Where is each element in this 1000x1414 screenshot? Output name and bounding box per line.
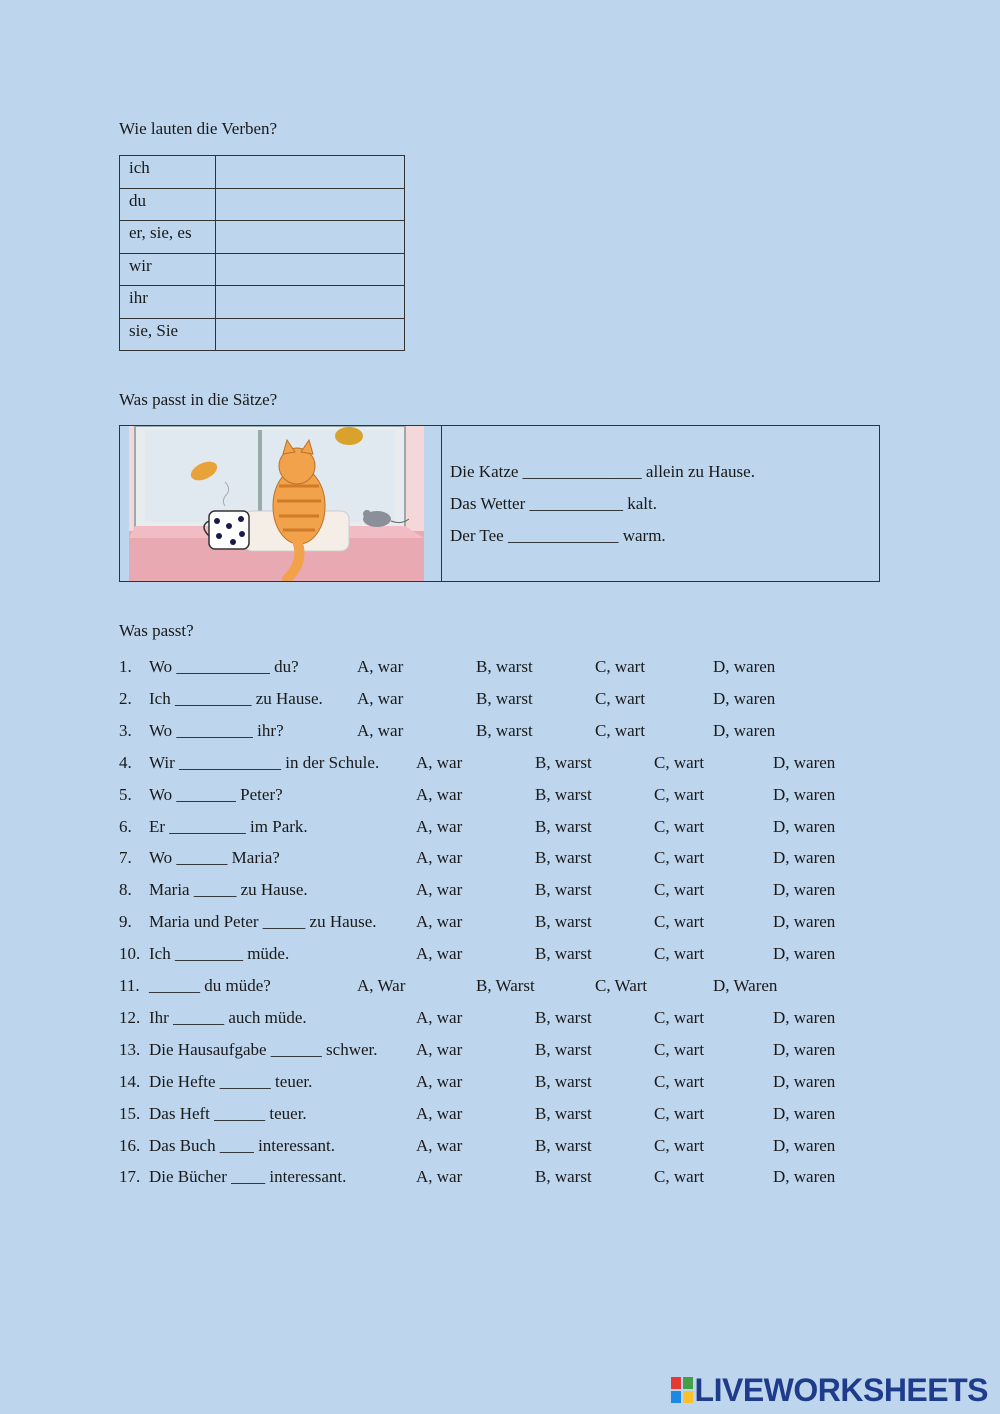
option-b[interactable]: B, warst [535, 752, 592, 772]
option-c[interactable]: C, wart [654, 1071, 705, 1091]
quiz-item-stem: Ich ________ müde. [149, 944, 290, 964]
option-c[interactable]: C, wart [654, 880, 705, 900]
quiz-item [119, 880, 879, 904]
sentence-3: Der Tee _____________ warm. [450, 526, 666, 545]
quiz-item [119, 689, 879, 713]
option-b[interactable]: B, warst [535, 1007, 592, 1027]
quiz-item [119, 944, 879, 968]
verb-answer-cell [216, 286, 405, 319]
pronoun-cell: du [120, 188, 216, 221]
quiz-item-stem: Maria _____ zu Hause. [149, 880, 308, 900]
option-d[interactable]: D, Waren [713, 976, 778, 995]
option-a[interactable]: A, war [416, 912, 463, 932]
option-c[interactable]: C, wart [654, 848, 705, 868]
quiz-item-number: 6. [119, 816, 132, 836]
pronoun-row [120, 221, 405, 254]
quiz-item-stem: Die Hefte ______ teuer. [149, 1071, 313, 1091]
option-a[interactable]: A, War [357, 976, 406, 995]
option-d[interactable]: D, waren [713, 657, 776, 676]
verb-answer-cell [216, 221, 405, 254]
option-d[interactable]: D, waren [773, 752, 836, 772]
option-d[interactable]: D, waren [773, 1007, 836, 1027]
option-b[interactable]: B, warst [535, 1167, 592, 1187]
quiz-item-stem: Wir ____________ in der Schule. [149, 752, 380, 772]
verb-answer-input[interactable] [216, 254, 404, 285]
quiz-item-stem: Die Bücher ____ interessant. [149, 1167, 347, 1187]
option-b[interactable]: B, warst [535, 912, 592, 932]
pronoun-cell: ich [120, 156, 216, 189]
quiz-item-stem: Das Buch ____ interessant. [149, 1135, 336, 1155]
section2-heading: Was passt in die Sätze? [119, 390, 278, 409]
option-a[interactable]: A, war [357, 657, 404, 676]
pronoun-row [120, 253, 405, 286]
option-c[interactable]: C, wart [595, 688, 646, 708]
quiz-item [119, 1104, 879, 1128]
quiz-item-stem: Wo _______ Peter? [149, 784, 283, 804]
verb-answer-cell [216, 318, 405, 351]
quiz-item-number: 5. [119, 784, 132, 804]
pronoun-cell: wir [120, 253, 216, 286]
option-b[interactable]: B, warst [535, 944, 592, 964]
option-b[interactable]: B, warst [535, 1135, 592, 1155]
option-b[interactable]: B, warst [535, 1071, 592, 1091]
option-c[interactable]: C, wart [654, 912, 705, 932]
option-a[interactable]: A, war [416, 1103, 463, 1123]
option-a[interactable]: A, war [416, 1135, 463, 1155]
quiz-item [119, 1040, 879, 1064]
option-c[interactable]: C, wart [595, 657, 646, 676]
option-b[interactable]: B, warst [535, 1039, 592, 1059]
option-d[interactable]: D, waren [773, 1135, 836, 1155]
quiz-item [119, 657, 879, 681]
quiz-item-stem: ______ du müde? [149, 976, 271, 995]
quiz-item-number: 17. [119, 1167, 141, 1187]
quiz-item-number: 2. [119, 688, 132, 708]
quiz-item [119, 848, 879, 872]
cat-window-illustration [120, 426, 442, 581]
quiz-item-number: 12. [119, 1007, 141, 1027]
quiz-item-stem: Wo _________ ihr? [149, 720, 284, 740]
option-a[interactable]: A, war [416, 1007, 463, 1027]
option-b[interactable]: B, warst [476, 657, 533, 676]
pronoun-row [120, 318, 405, 351]
option-b[interactable]: B, warst [535, 848, 592, 868]
option-a[interactable]: A, war [416, 1039, 463, 1059]
quiz-item-number: 9. [119, 912, 132, 932]
option-a[interactable]: A, war [416, 816, 463, 836]
option-c[interactable]: C, wart [654, 1007, 705, 1027]
verb-answer-input[interactable] [216, 156, 404, 187]
option-b[interactable]: B, warst [535, 784, 592, 804]
option-d[interactable]: D, waren [773, 1103, 836, 1123]
quiz-item-number: 11. [119, 976, 140, 995]
sentence-1: Die Katze ______________ allein zu Hause. [450, 462, 755, 481]
logo-text: LIVEWORKSHEETS [694, 1371, 988, 1408]
quiz-item [119, 1167, 879, 1191]
pronoun-row [120, 188, 405, 221]
option-c[interactable]: C, wart [654, 944, 705, 964]
quiz-item [119, 1072, 879, 1096]
verb-answer-cell [216, 156, 405, 189]
quiz-item-stem: Wo ______ Maria? [149, 848, 280, 868]
option-a[interactable]: A, war [357, 720, 404, 740]
quiz-item-stem: Er _________ im Park. [149, 816, 308, 836]
liveworksheets-logo [671, 1372, 988, 1408]
quiz-item [119, 1008, 879, 1032]
verb-answer-cell [216, 188, 405, 221]
option-a[interactable]: A, war [416, 784, 463, 804]
option-d[interactable]: D, waren [713, 688, 776, 708]
option-d[interactable]: D, waren [773, 784, 836, 804]
option-c[interactable]: C, wart [654, 784, 705, 804]
pronoun-cell: er, sie, es [120, 221, 216, 254]
quiz-item [119, 1136, 879, 1160]
quiz-item-number: 15. [119, 1103, 141, 1123]
pronoun-row [120, 286, 405, 319]
option-b[interactable]: B, warst [535, 1103, 592, 1123]
quiz-item [119, 817, 879, 841]
pronoun-table [119, 155, 405, 351]
verb-answer-input[interactable] [216, 319, 404, 350]
quiz-item-number: 7. [119, 848, 132, 868]
quiz-item-number: 14. [119, 1071, 141, 1091]
option-d[interactable]: D, waren [773, 880, 836, 900]
verb-answer-input[interactable] [216, 221, 404, 252]
option-b[interactable]: B, warst [476, 720, 533, 740]
quiz-item-number: 4. [119, 752, 132, 772]
option-d[interactable]: D, waren [773, 1039, 836, 1059]
quiz-item-stem: Die Hausaufgabe ______ schwer. [149, 1039, 378, 1059]
verb-answer-input[interactable] [216, 286, 404, 317]
picture-sentence-box [119, 425, 880, 582]
option-c[interactable]: C, Wart [595, 976, 648, 995]
quiz-item-stem: Wo ___________ du? [149, 657, 299, 676]
quiz-item-number: 10. [119, 944, 141, 964]
option-c[interactable]: C, wart [654, 1135, 705, 1155]
fill-in-sentences [450, 456, 755, 552]
quiz-item-number: 13. [119, 1039, 141, 1059]
quiz-item-stem: Ihr ______ auch müde. [149, 1007, 307, 1027]
quiz-item [119, 721, 879, 745]
option-d[interactable]: D, waren [773, 912, 836, 932]
quiz-item-number: 1. [119, 657, 132, 676]
option-c[interactable]: C, wart [654, 1103, 705, 1123]
option-a[interactable]: A, war [416, 752, 463, 772]
option-c[interactable]: C, wart [654, 816, 705, 836]
option-a[interactable]: A, war [416, 1167, 463, 1187]
sentence-2: Das Wetter ___________ kalt. [450, 494, 658, 513]
quiz-item-stem: Ich _________ zu Hause. [149, 688, 323, 708]
option-a[interactable]: A, war [416, 880, 463, 900]
verb-answer-cell [216, 253, 405, 286]
option-d[interactable]: D, waren [773, 848, 836, 868]
pronoun-row [120, 156, 405, 189]
option-a[interactable]: A, war [416, 1071, 463, 1091]
option-b[interactable]: B, warst [535, 880, 592, 900]
option-a[interactable]: A, war [416, 944, 463, 964]
quiz-item-number: 16. [119, 1135, 141, 1155]
pronoun-cell: ihr [120, 286, 216, 319]
quiz-item-stem: Maria und Peter _____ zu Hause. [149, 912, 377, 932]
quiz-item-number: 3. [119, 720, 132, 740]
pronoun-cell: sie, Sie [120, 318, 216, 351]
quiz-item [119, 976, 879, 1000]
section1-heading: Wie lauten die Verben? [119, 119, 278, 138]
option-c[interactable]: C, wart [595, 720, 646, 740]
option-d[interactable]: D, waren [713, 720, 776, 740]
option-c[interactable]: C, wart [654, 752, 705, 772]
option-d[interactable]: D, waren [773, 1071, 836, 1091]
option-d[interactable]: D, waren [773, 1167, 836, 1187]
option-a[interactable]: A, war [416, 848, 463, 868]
verb-answer-input[interactable] [216, 189, 404, 220]
quiz-item [119, 785, 879, 809]
option-d[interactable]: D, waren [773, 944, 836, 964]
option-d[interactable]: D, waren [773, 816, 836, 836]
option-c[interactable]: C, wart [654, 1167, 705, 1187]
option-c[interactable]: C, wart [654, 1039, 705, 1059]
quiz-item-number: 8. [119, 880, 132, 900]
option-a[interactable]: A, war [357, 688, 404, 708]
quiz-item [119, 753, 879, 777]
liveworksheets-logo-icon [671, 1377, 693, 1403]
section3-heading: Was passt? [119, 621, 194, 640]
option-b[interactable]: B, warst [535, 816, 592, 836]
option-b[interactable]: B, Warst [476, 976, 535, 995]
option-b[interactable]: B, warst [476, 688, 533, 708]
quiz-item-stem: Das Heft ______ teuer. [149, 1103, 307, 1123]
quiz-item [119, 912, 879, 936]
